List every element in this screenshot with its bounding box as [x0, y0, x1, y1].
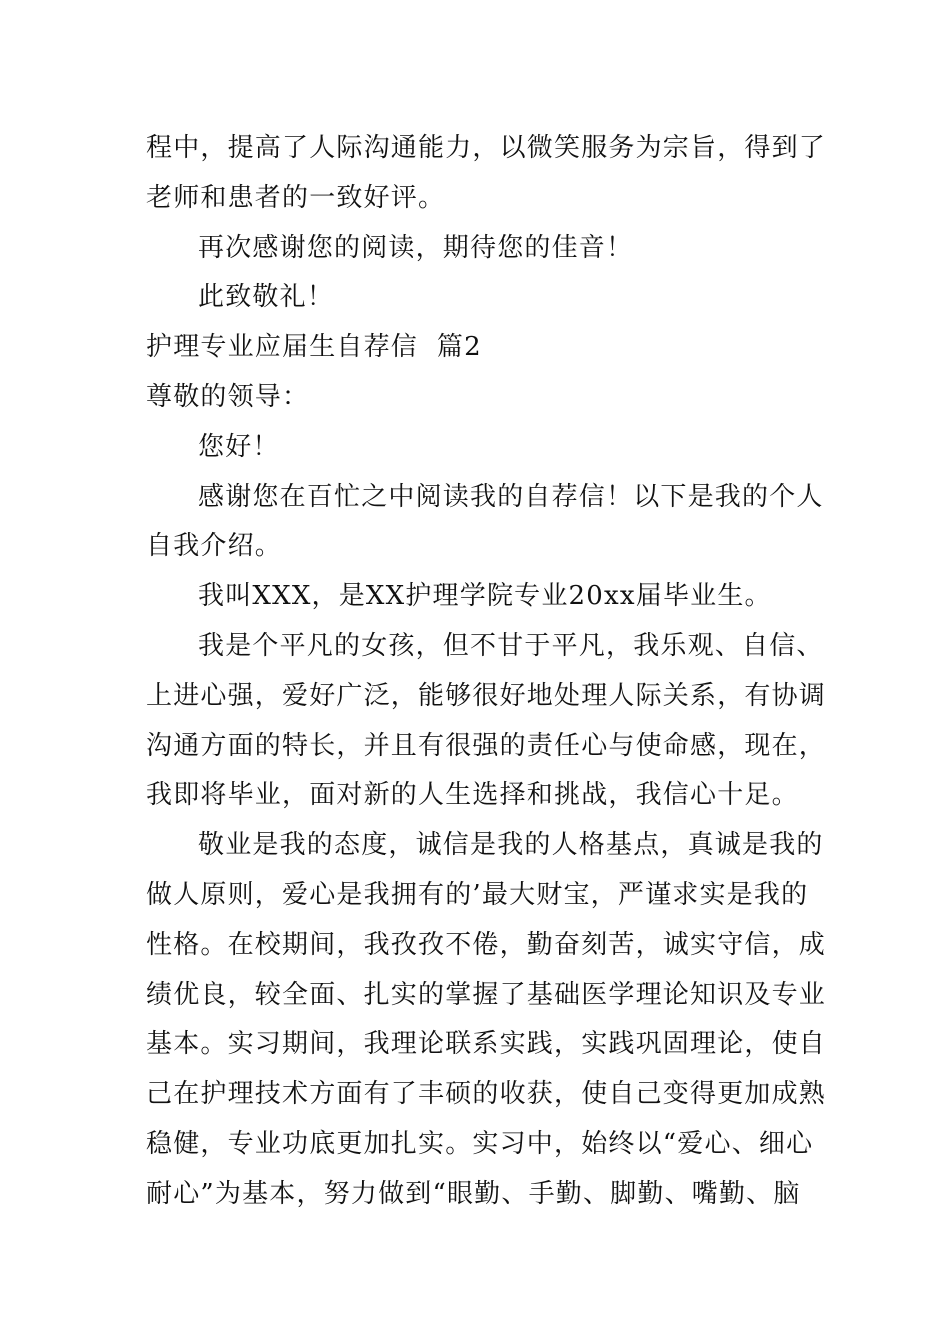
paragraph-intro — [146, 473, 824, 573]
text-line: 老师和患者的一致好评。 — [146, 182, 446, 213]
text-line: 我是个平凡的女孩，但不甘于平凡，我乐观、自信、 — [198, 630, 824, 661]
text-line: 耐心”为基本，努力做到“眼勤、手勤、脚勤、嘴勤、脑 — [146, 1178, 801, 1209]
paragraph-greeting — [146, 423, 806, 473]
paragraph-salute — [146, 273, 806, 323]
text-line: 您好！ — [198, 431, 280, 462]
text-line: 感谢您在百忙之中阅读我的自荐信！以下是我的个人 — [198, 481, 824, 512]
text-line: 上进心强，爱好广泛，能够很好地处理人际关系，有协调 — [146, 680, 827, 711]
text-line: 做人原则，爱心是我拥有的’最大财宝，严谨求实是我的 — [146, 879, 809, 910]
paragraph-attitude — [146, 821, 827, 1219]
document-body — [146, 124, 827, 1220]
text-line: 绩优良，较全面、扎实的掌握了基础医学理论知识及专业 — [146, 979, 827, 1010]
text-line: 我叫XXX，是XX护理学院专业20xx届毕业生。 — [198, 581, 772, 612]
section-title: 护理专业应届生自荐信 篇2 — [146, 332, 482, 363]
paragraph-continued — [146, 124, 827, 224]
text-line: 己在护理技术方面有了丰硕的收获，使自己变得更加成熟 — [146, 1079, 827, 1110]
text-line: 敬业是我的态度，诚信是我的人格基点，真诚是我的 — [198, 830, 824, 861]
salutation: 尊敬的领导： — [146, 381, 310, 412]
text-line: 自我介绍。 — [146, 531, 283, 562]
text-line: 此致敬礼！ — [198, 282, 335, 313]
text-line: 我即将毕业，面对新的人生选择和挑战，我信心十足。 — [146, 780, 799, 811]
paragraph-thanks — [146, 224, 806, 274]
paragraph-name — [146, 572, 806, 622]
text-line: 性格。在校期间，我孜孜不倦，勤奋刻苦，诚实守信，成 — [146, 929, 827, 960]
text-line: 沟通方面的特长，并且有很强的责任心与使命感，现在， — [146, 730, 827, 761]
text-line: 再次感谢您的阅读，期待您的佳音！ — [198, 232, 634, 263]
paragraph-personality — [146, 622, 827, 821]
text-line: 程中，提高了人际沟通能力，以微笑服务为宗旨，得到了 — [146, 133, 827, 163]
text-line: 稳健，专业功底更加扎实。实习中，始终以“爱心、细心 — [146, 1128, 814, 1159]
text-line: 基本。实习期间，我理论联系实践，实践巩固理论，使自 — [146, 1029, 827, 1060]
